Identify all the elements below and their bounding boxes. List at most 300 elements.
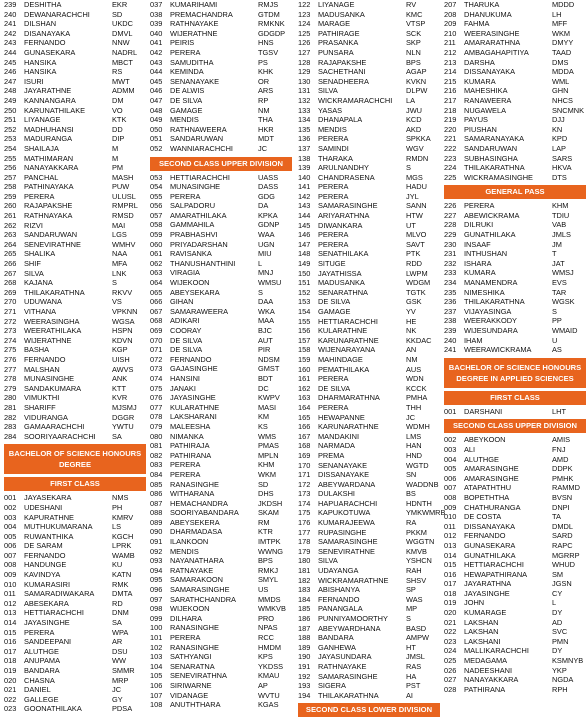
list-item xyxy=(150,489,292,499)
entry-number: 085 xyxy=(150,479,163,489)
initials: UGN xyxy=(258,239,275,249)
initials: KMRV xyxy=(112,512,134,522)
entry-number: 276 xyxy=(4,354,17,364)
initials: AP xyxy=(258,680,268,690)
column-3 xyxy=(298,0,446,719)
initials: WAS xyxy=(406,594,423,604)
surname: RATHNAYAKE xyxy=(318,661,367,671)
list-item xyxy=(298,556,440,566)
surname: MUTHUKUMARANA xyxy=(24,522,93,532)
surname: WEERAWICKRAMA xyxy=(464,345,532,355)
list-item xyxy=(150,527,292,537)
initials: AUS xyxy=(406,364,422,374)
entry-number: 068 xyxy=(150,316,163,326)
entry-number: 154 xyxy=(298,307,311,316)
list-item xyxy=(298,326,440,336)
surname: AMARASINGHE xyxy=(464,473,519,483)
list-item xyxy=(298,451,440,461)
list-item xyxy=(444,96,586,106)
list-item xyxy=(298,393,440,403)
entry-number: 158 xyxy=(298,345,311,355)
initials: DY xyxy=(552,646,563,656)
list-item xyxy=(150,432,292,442)
initials: S xyxy=(552,306,557,316)
initials: YV xyxy=(406,307,416,316)
initials: SNCMNK xyxy=(552,105,585,115)
entry-number: 100 xyxy=(150,623,163,633)
list-item xyxy=(298,163,440,173)
entry-number: 076 xyxy=(150,393,163,403)
entry-number: 138 xyxy=(298,153,311,163)
list-item xyxy=(150,220,292,230)
list-item xyxy=(150,38,292,48)
entry-number: 282 xyxy=(4,412,17,422)
entry-number: 207 xyxy=(444,0,457,9)
surname: KUMARAGE xyxy=(464,608,507,618)
entry-number: 164 xyxy=(298,402,311,412)
list-item xyxy=(4,125,146,135)
surname: NANAYAKKARA xyxy=(464,675,519,685)
surname: SHARIFF xyxy=(24,402,56,412)
initials: YSHCN xyxy=(406,556,432,566)
initials: PRO xyxy=(258,613,275,623)
initials: DIP xyxy=(112,134,125,144)
initials: TGTK xyxy=(406,287,426,297)
surname: PERERA xyxy=(170,633,201,642)
initials: KPS xyxy=(258,652,273,662)
list-item xyxy=(150,0,292,10)
entry-number: 253 xyxy=(4,134,17,144)
entry-number: 072 xyxy=(150,354,163,364)
surname: PATHIRAJA xyxy=(170,441,210,451)
initials: M xyxy=(112,143,119,153)
surname: DESHITHA xyxy=(24,0,62,9)
initials: RS xyxy=(112,67,123,77)
initials: TAAD xyxy=(552,47,572,57)
surname: PIUSHAN xyxy=(464,124,497,134)
surname: NIMANKA xyxy=(170,431,204,441)
list-item xyxy=(4,618,146,628)
entry-number: 006 xyxy=(444,473,457,483)
surname: RIZVI xyxy=(24,220,43,230)
surname: ATAPATHTHU xyxy=(464,483,512,493)
list-item xyxy=(444,656,586,666)
initials: PIR xyxy=(258,345,271,355)
entry-number: 240 xyxy=(4,9,17,19)
surname: PERERA xyxy=(318,230,349,240)
entry-number: 007 xyxy=(4,550,17,560)
surname: LIYANAGE xyxy=(24,115,61,125)
initials: PP xyxy=(552,316,562,326)
entry-number: 233 xyxy=(444,268,457,278)
initials: PTK xyxy=(406,249,421,259)
entry-number: 248 xyxy=(4,86,17,96)
entry-number: 045 xyxy=(150,76,163,86)
list-item xyxy=(298,566,440,576)
initials: NM xyxy=(258,105,270,115)
initials: TDIU xyxy=(552,210,570,220)
initials: SVC xyxy=(552,627,568,637)
list-item xyxy=(150,316,292,326)
surname: KARUNARATHNE xyxy=(318,422,379,432)
initials: KPD xyxy=(552,134,568,144)
list-item xyxy=(444,19,586,29)
initials: KHM xyxy=(552,201,569,211)
list-item xyxy=(150,700,292,710)
initials: AWVS xyxy=(112,364,134,374)
entry-number: 281 xyxy=(4,402,17,412)
initials: SD xyxy=(258,479,269,489)
entry-number: 017 xyxy=(4,646,17,656)
list-item xyxy=(444,115,586,125)
surname: ALUTHGE xyxy=(24,646,59,656)
initials: SARS xyxy=(552,153,573,163)
list-item xyxy=(298,48,440,58)
list-item xyxy=(4,77,146,87)
initials: RMPRL xyxy=(112,201,138,211)
initials: DA xyxy=(258,201,269,211)
entry-number: 061 xyxy=(150,249,163,259)
initials: TA xyxy=(552,512,561,522)
list-item xyxy=(150,364,292,374)
surname: UDAYANGA xyxy=(318,566,359,576)
entry-number: 062 xyxy=(150,258,163,268)
list-item xyxy=(150,575,292,585)
list-item xyxy=(4,134,146,144)
entry-number: 250 xyxy=(4,105,17,115)
surname: RAVISANKA xyxy=(170,249,212,259)
entry-number: 024 xyxy=(444,646,457,656)
list-item xyxy=(4,221,146,231)
initials: MBCT xyxy=(112,57,133,67)
list-item xyxy=(444,551,586,561)
surname: WITHARANA xyxy=(170,489,215,499)
initials: WDMH xyxy=(406,422,430,432)
surname: PUNNIYAMOORTHY xyxy=(318,614,388,623)
surname: DILRUKI xyxy=(464,220,494,230)
list-item xyxy=(150,48,292,58)
entry-number: 179 xyxy=(298,546,311,556)
list-item xyxy=(150,604,292,614)
initials: YKDSS xyxy=(258,661,284,671)
list-item xyxy=(298,384,440,394)
initials: JYL xyxy=(406,191,419,201)
section-banner: BACHELOR OF SCIENCE HONOURS DEGREE IN APPLIED SCIENCES xyxy=(444,358,586,388)
entry-number: 246 xyxy=(4,67,17,77)
list-item xyxy=(444,29,586,39)
surname: COORAY xyxy=(170,326,202,335)
list-item xyxy=(444,125,586,135)
surname: HETTIARACHCHI xyxy=(24,608,84,618)
entry-number: 095 xyxy=(150,575,163,585)
surname: HANSINI xyxy=(170,373,200,383)
initials: SHSV xyxy=(406,575,427,585)
initials: SA xyxy=(112,618,122,628)
initials: AR xyxy=(112,637,123,647)
surname: HEWAPANNE xyxy=(318,412,365,422)
initials: CY xyxy=(552,588,563,598)
initials: MJSMJ xyxy=(112,402,137,412)
initials: T xyxy=(552,249,557,259)
surname: GUNATHILAKA xyxy=(464,550,516,560)
entry-number: 021 xyxy=(444,617,457,627)
initials: BPS xyxy=(406,57,421,67)
surname: THANUSHANTHINI xyxy=(170,258,236,268)
surname: RAJAPAKSHE xyxy=(318,57,367,67)
initials: WGTD xyxy=(406,460,429,470)
entry-number: 162 xyxy=(298,383,311,393)
surname: AMARATHILAKA xyxy=(170,210,227,220)
initials: MP xyxy=(406,604,418,614)
entry-number: 002 xyxy=(4,502,17,512)
entry-number: 278 xyxy=(4,374,17,384)
initials: AN xyxy=(406,345,417,355)
list-item xyxy=(298,173,440,183)
surname: PERERA xyxy=(170,191,201,201)
initials: HE xyxy=(406,316,417,326)
entry-number: 239 xyxy=(4,0,17,9)
list-item xyxy=(444,201,586,211)
initials: ARS xyxy=(258,86,274,96)
surname: ABEYSEKARA xyxy=(170,287,220,297)
surname: NUGAWELA xyxy=(464,105,507,115)
list-item xyxy=(444,144,586,154)
list-item xyxy=(150,547,292,557)
surname: DEWANARACHCHI xyxy=(24,9,90,19)
entry-number: 254 xyxy=(4,143,17,153)
list-item xyxy=(150,201,292,211)
entry-number: 089 xyxy=(150,517,163,527)
initials: WPA xyxy=(112,627,129,637)
surname: BANDARA xyxy=(318,633,354,643)
surname: SAMARASINGHE xyxy=(170,585,230,595)
list-item xyxy=(298,432,440,442)
initials: PS xyxy=(258,57,268,67)
initials: MFF xyxy=(552,19,568,29)
surname: FERNANDO xyxy=(24,38,66,48)
entry-number: 149 xyxy=(298,259,311,269)
list-item xyxy=(4,144,146,154)
surname: JOHN xyxy=(464,598,485,608)
surname: HETTIARACHCHI xyxy=(464,560,524,570)
surname: SILVA xyxy=(318,556,338,566)
list-item xyxy=(4,336,146,346)
initials: AMPW xyxy=(406,633,429,643)
surname: SAMARAWEERA xyxy=(170,306,229,316)
initials: RPH xyxy=(552,684,568,694)
initials: JMSL xyxy=(406,652,425,662)
list-item xyxy=(298,461,440,471)
list-item xyxy=(150,451,292,461)
list-item xyxy=(298,201,440,211)
initials: OR xyxy=(258,76,270,86)
entry-number: 006 xyxy=(4,541,17,551)
entry-number: 182 xyxy=(298,575,311,585)
entry-number: 247 xyxy=(4,76,17,86)
entry-number: 178 xyxy=(298,537,311,547)
list-item xyxy=(4,532,146,542)
entry-number: 008 xyxy=(444,492,457,502)
initials: KS xyxy=(258,421,268,431)
surname: SAMARANAYAKA xyxy=(464,134,525,144)
surname: RATHNAWEERA xyxy=(170,124,227,134)
initials: SMMR xyxy=(112,666,135,675)
surname: PERERA xyxy=(464,201,495,211)
list-item xyxy=(298,67,440,77)
entry-number: 073 xyxy=(150,364,163,374)
surname: WEERAKKODY xyxy=(464,316,517,326)
entry-number: 165 xyxy=(298,412,311,422)
list-item xyxy=(150,144,292,154)
list-item xyxy=(150,326,292,336)
surname: SIRIWARNE xyxy=(170,680,212,690)
entry-number: 066 xyxy=(150,297,163,307)
entry-number: 092 xyxy=(150,546,163,556)
entry-number: 266 xyxy=(4,259,17,269)
entry-number: 049 xyxy=(150,115,163,125)
entry-number: 096 xyxy=(150,585,163,595)
entry-number: 041 xyxy=(150,38,163,48)
initials: THH xyxy=(406,402,422,412)
section-banner: GENERAL PASS xyxy=(444,185,586,199)
surname: PRIYADARSHAN xyxy=(170,239,228,249)
surname: LIYANAGE xyxy=(318,0,355,9)
initials: UISH xyxy=(112,354,130,364)
list-item xyxy=(298,211,440,221)
entry-number: 152 xyxy=(298,287,311,297)
list-item xyxy=(150,652,292,662)
entry-number: 229 xyxy=(444,230,457,240)
list-item xyxy=(298,365,440,375)
list-item xyxy=(298,422,440,432)
initials: LGS xyxy=(112,230,127,240)
list-item xyxy=(4,240,146,250)
list-item xyxy=(444,627,586,637)
entry-number: 127 xyxy=(298,47,311,57)
entry-number: 091 xyxy=(150,537,163,547)
list-item xyxy=(298,297,440,307)
initials: PMHA xyxy=(406,393,428,403)
surname: DE SILVA xyxy=(170,335,203,345)
list-item xyxy=(150,518,292,528)
list-item xyxy=(444,211,586,221)
entry-number: 155 xyxy=(298,316,311,326)
entry-number: 210 xyxy=(444,28,457,38)
surname: KUMARA xyxy=(464,268,496,278)
surname: PERERA xyxy=(318,182,349,192)
entry-number: 251 xyxy=(4,115,17,125)
list-item xyxy=(298,230,440,240)
entry-number: 125 xyxy=(298,28,311,38)
list-item xyxy=(444,579,586,589)
surname: PAYUS xyxy=(464,115,488,125)
initials: YWTU xyxy=(112,422,134,432)
list-item xyxy=(444,10,586,20)
entry-number: 067 xyxy=(150,306,163,316)
surname: SENANAYAKE xyxy=(318,460,368,470)
initials: HKR xyxy=(258,124,274,134)
list-item xyxy=(444,326,586,336)
surname: ABEYKOON xyxy=(464,435,506,445)
initials: THA xyxy=(258,115,273,125)
entry-number: 101 xyxy=(150,633,163,642)
entry-number: 239 xyxy=(444,326,457,335)
entry-number: 017 xyxy=(444,579,457,589)
entry-number: 263 xyxy=(4,230,17,240)
surname: WIJERATHNE xyxy=(170,28,218,38)
surname: WANNIARACHCHI xyxy=(170,143,233,153)
surname: RATHNAYAKE xyxy=(170,19,219,29)
list-item xyxy=(444,675,586,685)
entry-number: 003 xyxy=(444,444,457,454)
surname: SAMARASINGHE xyxy=(318,201,378,211)
initials: MRP xyxy=(112,675,129,685)
entry-number: 153 xyxy=(298,297,311,307)
initials: LHT xyxy=(552,406,566,416)
initials: SKAM xyxy=(258,508,279,518)
surname: NARMADA xyxy=(318,441,355,451)
initials: SPKKA xyxy=(406,134,431,144)
initials: SAVT xyxy=(406,239,425,249)
surname: DILSHAN xyxy=(24,19,57,29)
entry-number: 007 xyxy=(444,483,457,493)
initials: NLN xyxy=(406,47,421,57)
entry-number: 261 xyxy=(4,211,17,221)
entry-number: 269 xyxy=(4,287,17,297)
list-item xyxy=(4,317,146,327)
list-item xyxy=(4,154,146,164)
entry-number: 212 xyxy=(444,47,457,57)
initials: FNJ xyxy=(552,444,566,454)
list-item xyxy=(4,656,146,666)
list-item xyxy=(444,512,586,522)
surname: FERNANDO xyxy=(24,550,66,560)
initials: LAP xyxy=(552,143,566,153)
list-item xyxy=(444,618,586,628)
surname: SENANAYAKE xyxy=(170,76,220,86)
list-item xyxy=(150,355,292,365)
entry-number: 048 xyxy=(150,105,163,115)
surname: SENEVIRATHNA xyxy=(170,671,227,681)
initials: S xyxy=(406,614,411,623)
initials: KU xyxy=(112,560,123,570)
entry-number: 137 xyxy=(298,143,311,153)
entry-number: 123 xyxy=(298,9,311,19)
surname: LAKSHAN xyxy=(464,617,499,627)
surname: DILHARA xyxy=(170,613,203,623)
initials: RKVV xyxy=(112,287,133,297)
list-item xyxy=(444,86,586,96)
entry-number: 001 xyxy=(444,406,457,416)
entry-number: 186 xyxy=(298,614,311,623)
surname: MALLIKARACHCHI xyxy=(464,646,529,656)
list-item xyxy=(150,10,292,20)
entry-number: 270 xyxy=(4,297,17,307)
list-item xyxy=(150,566,292,576)
entry-number: 098 xyxy=(150,604,163,614)
initials: YKP xyxy=(552,665,567,675)
surname: GAMAARACHCHI xyxy=(24,422,85,432)
list-item xyxy=(150,297,292,307)
list-item xyxy=(4,403,146,413)
list-item xyxy=(4,269,146,279)
initials: DY xyxy=(552,608,563,618)
initials: DDPK xyxy=(552,464,573,474)
list-item xyxy=(444,570,586,580)
initials: KGCH xyxy=(112,531,134,541)
surname: FERNANDO xyxy=(464,531,506,541)
initials: S xyxy=(112,278,117,288)
